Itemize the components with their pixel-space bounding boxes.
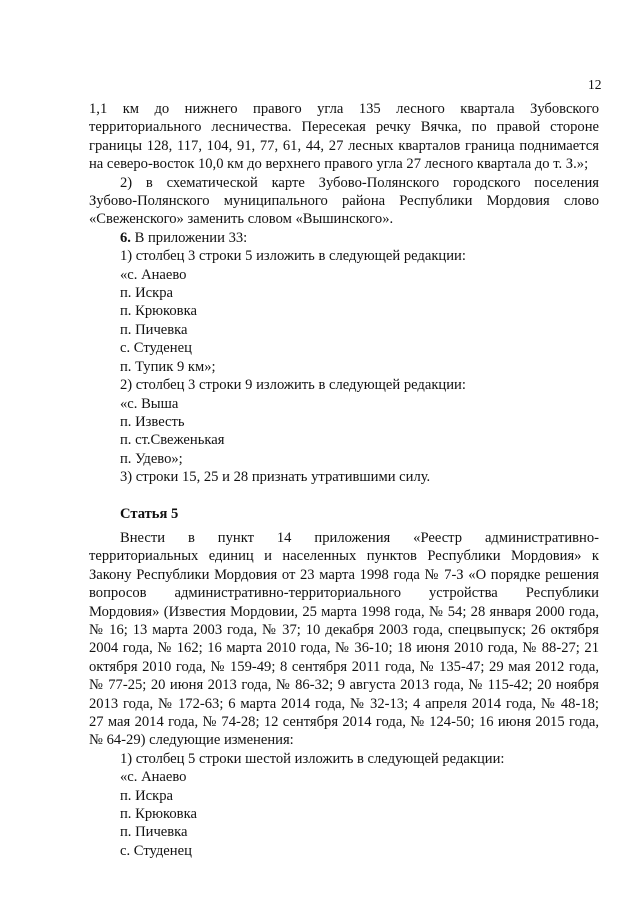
text-line: 2) в схематической карте Зубово-Полянского городского поселения xyxy=(120,174,599,191)
text-line: № 16; 13 марта 2003 года, № 37; 10 декабря 2003 года, спецвыпуск; 26 октября xyxy=(89,621,599,638)
item-6-heading xyxy=(89,229,599,247)
text-line: № 77-25; 20 июня 2013 года, № 86-32; 9 августа 2013 года, № 115-42; 20 ноября xyxy=(89,677,599,694)
text-line: границы 128, 117, 104, 91, 77, 61, 44, 27 лесных кварталов граница поднимается xyxy=(89,137,599,154)
text-line: вопросов административно-территориального устройства Республики xyxy=(89,585,599,602)
list-item: п. Крюковка xyxy=(120,806,197,823)
list-item: п. Тупик 9 км»; xyxy=(120,358,216,375)
text-line: Мордовия» (Известия Мордовии, 25 марта 1998 года, № 54; 28 января 2000 года, xyxy=(89,603,599,620)
list-item: с. Студенец xyxy=(120,842,192,859)
list-item: «с. Анаево xyxy=(120,266,187,283)
text-line: территориальных единиц и населенных пунктов Республики Мордовия» к xyxy=(89,548,599,565)
text-line: 1) столбец 5 строки шестой изложить в следующей редакции: xyxy=(120,750,505,767)
list-item: п. Пичевка xyxy=(120,321,188,338)
item-number: 6. xyxy=(120,229,131,246)
list-item: «с. Анаево xyxy=(120,769,187,786)
list-item: «с. Выша xyxy=(120,395,179,412)
text-line: Закону Республики Мордовия от 23 марта 1998 года № 7-З «О порядке решения xyxy=(89,566,599,583)
text-line: 2) столбец 3 строки 9 изложить в следующей редакции: xyxy=(120,377,466,394)
article-heading: Статья 5 xyxy=(120,505,179,522)
list-item: п. Крюковка xyxy=(120,303,197,320)
list-item: п. Пичевка xyxy=(120,824,188,841)
text-line: на северо-восток 10,0 км до верхнего правого угла 27 лесного квартала до т. З.»; xyxy=(89,156,589,173)
text-line: территориального лесничества. Пересекая речку Вячка, по правой стороне xyxy=(89,119,599,136)
page-number: 12 xyxy=(588,77,602,92)
spacer xyxy=(89,487,599,505)
text-line: 2004 года, № 162; 16 марта 2010 года, № 36-10; 18 июня 2010 года, № 88-27; 21 xyxy=(89,640,599,657)
list-item: п. Известь xyxy=(120,413,185,430)
item-text: В приложении 33: xyxy=(130,229,248,246)
list-item: п. Искра xyxy=(120,787,173,804)
text-line: 1) столбец 3 строки 5 изложить в следующей редакции: xyxy=(120,248,466,265)
text-line: 27 мая 2014 года, № 74-28; 12 сентября 2014 года, № 124-50; 16 июня 2015 года, xyxy=(89,714,599,730)
text-line: «Свеженского» заменить словом «Вышинского». xyxy=(89,211,394,228)
text-line: Внести в пункт 14 приложения «Реестр административно- xyxy=(120,529,599,546)
list-item: п. Искра xyxy=(120,285,173,302)
text-line: 2013 года, № 172-63; 6 марта 2014 года, № 32-13; 4 апреля 2014 года, № 48-18; xyxy=(89,695,599,712)
list-item: п. ст.Свеженькая xyxy=(120,432,225,449)
text-line: 3) строки 15, 25 и 28 признать утратившими силу. xyxy=(120,469,431,486)
document-body xyxy=(89,100,599,860)
text-line: № 64-29) следующие изменения: xyxy=(89,732,294,749)
text-line: 1,1 км до нижнего правого угла 135 лесного квартала Зубовского xyxy=(89,101,599,117)
text-line: октября 2010 года, № 159-49; 8 сентября 2011 года, № 135-47; 29 мая 2012 года, xyxy=(89,658,599,675)
list-item: п. Удево»; xyxy=(120,450,183,467)
list-item: с. Студенец xyxy=(120,340,192,357)
text-line: Зубово-Полянского муниципального района Республики Мордовия слово xyxy=(89,193,599,210)
